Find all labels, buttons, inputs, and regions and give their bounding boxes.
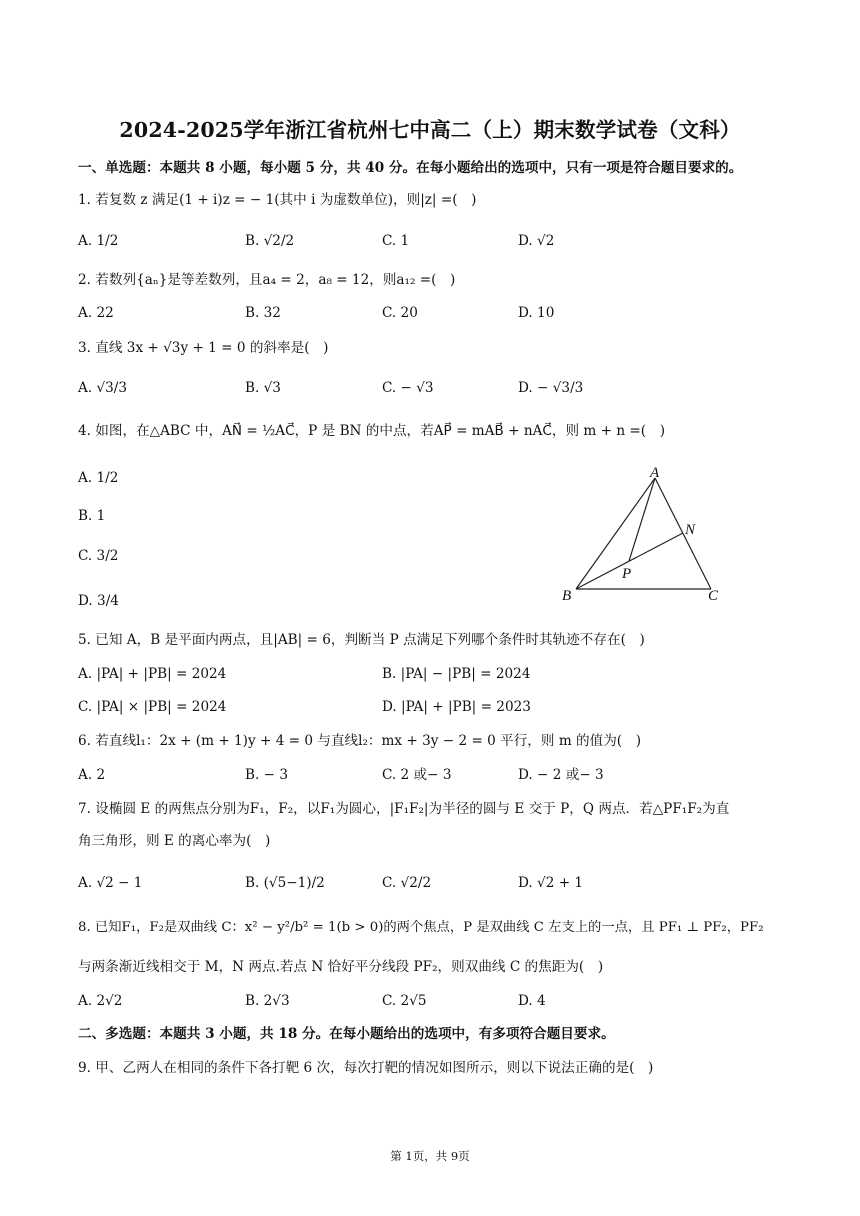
segment-ap: [629, 478, 655, 561]
question-8-option-d: D. 4: [518, 993, 546, 1009]
question-3-stem: 3. 直线 3x + √3y + 1 = 0 的斜率是( ): [78, 340, 329, 356]
section-multi-choice-heading: 二、多选题：本题共 3 小题，共 18 分。在每小题给出的选项中，有多项符合题目要求。: [78, 1026, 615, 1042]
question-6-option-a: A. 2: [78, 767, 106, 783]
question-7-option-a: A. √2 − 1: [78, 875, 143, 891]
question-4-option-d: D. 3/4: [78, 593, 119, 609]
question-3-option-a: A. √3/3: [78, 380, 127, 396]
question-7-stem-line-1: 7. 设椭圆 E 的两焦点分别为F₁，F₂，以F₁为圆心，|F₁F₂|为半径的圆与 E 交于 P，Q 两点．若△PF₁F₂为直: [78, 801, 730, 817]
question-9-stem: 9. 甲、乙两人在相同的条件下各打靶 6 次，每次打靶的情况如图所示，则以下说法正确的是( ): [78, 1060, 654, 1076]
question-2-option-a: A. 22: [78, 305, 114, 321]
question-5-option-b: B. |PA| − |PB| = 2024: [382, 666, 531, 682]
label-n: N: [685, 522, 696, 538]
question-5-option-d: D. |PA| + |PB| = 2023: [382, 699, 531, 715]
question-8-option-c: C. 2√5: [382, 993, 427, 1009]
question-5-stem: 5. 已知 A，B 是平面内两点，且|AB| = 6，判断当 P 点满足下列哪个条件时其轨迹不存在( ): [78, 632, 645, 648]
question-7-option-d: D. √2 + 1: [518, 875, 584, 891]
question-1-option-b: B. √2/2: [245, 233, 295, 249]
question-2-option-b: B. 32: [245, 305, 281, 321]
question-7-stem-line-2: 角三角形，则 E 的离心率为( ): [78, 833, 271, 849]
question-5-option-c: C. |PA| × |PB| = 2024: [78, 699, 227, 715]
question-8-stem-line-1: 8. 已知F₁，F₂是双曲线 C：x² − y²/b² = 1(b > 0)的两个焦点，P 是双曲线 C 左支上的一点，且 PF₁ ⊥ PF₂，PF₂: [78, 920, 764, 935]
label-c: C: [708, 588, 719, 604]
section-single-choice-heading: 一、单选题：本题共 8 小题，每小题 5 分，共 40 分。在每小题给出的选项中，只有一项是符合题目要求的。: [78, 160, 743, 176]
label-b: B: [562, 588, 572, 604]
question-4-option-b: B. 1: [78, 508, 106, 524]
question-3-option-d: D. − √3/3: [518, 380, 584, 396]
page-title: 2024-2025学年浙江省杭州七中高二（上）期末数学试卷（文科）: [119, 118, 741, 142]
question-3-option-c: C. − √3: [382, 380, 434, 396]
question-4-option-c: C. 3/2: [78, 548, 119, 564]
question-6-option-b: B. − 3: [245, 767, 288, 783]
question-1-option-c: C. 1: [382, 233, 410, 249]
question-2-option-c: C. 20: [382, 305, 418, 321]
question-1-stem: 1. 若复数 z 满足(1 + i)z = − 1(其中 i 为虚数单位)，则|z| =( ): [78, 192, 477, 208]
question-8-option-a: A. 2√2: [78, 993, 123, 1009]
question-7-option-b: B. (√5−1)/2: [245, 875, 325, 891]
question-7-option-c: C. √2/2: [382, 875, 432, 891]
label-a: A: [650, 465, 660, 481]
question-6-option-d: D. − 2 或− 3: [518, 767, 604, 783]
question-8-option-b: B. 2√3: [245, 993, 290, 1009]
question-8-stem-line-2: 与两条渐近线相交于 M，N 两点.若点 N 恰好平分线段 PF₂，则双曲线 C 的焦距为( ): [78, 959, 604, 975]
question-3-option-b: B. √3: [245, 380, 281, 396]
triangle-abc-figure: [556, 462, 732, 606]
question-6-option-c: C. 2 或− 3: [382, 767, 452, 783]
question-2-stem: 2. 若数列{aₙ}是等差数列，且a₄ = 2，a₈ = 12，则a₁₂ =( ): [78, 272, 456, 288]
question-2-option-d: D. 10: [518, 305, 555, 321]
page-footer: 第 1页，共 9页: [390, 1149, 470, 1163]
side-ab: [576, 478, 655, 589]
label-p: P: [622, 566, 632, 582]
question-1-option-d: D. √2: [518, 233, 555, 249]
question-1-option-a: A. 1/2: [78, 233, 119, 249]
question-4-stem: 4. 如图，在△ABC 中，AN⃗ = ½AC⃗，P 是 BN 的中点，若AP⃗ = mAB⃗ + nAC⃗，则 m + n =( ): [78, 423, 666, 439]
question-4-option-a: A. 1/2: [78, 470, 119, 486]
question-6-stem: 6. 若直线l₁：2x + (m + 1)y + 4 = 0 与直线l₂：mx + 3y − 2 = 0 平行，则 m 的值为( ): [78, 733, 642, 749]
question-5-option-a: A. |PA| + |PB| = 2024: [78, 666, 227, 682]
